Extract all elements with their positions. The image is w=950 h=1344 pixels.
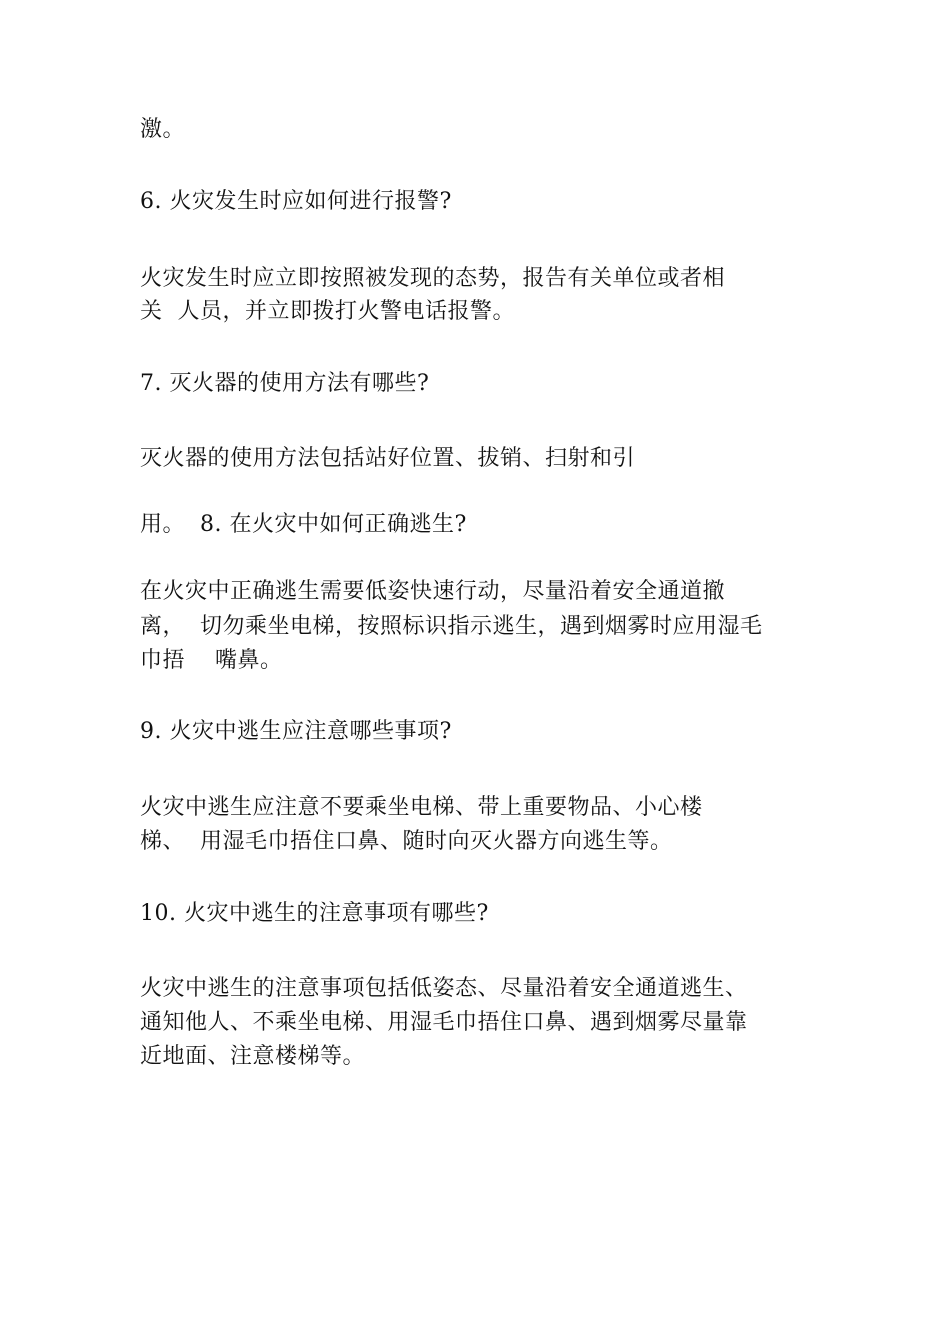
question-6: 6. 火灾发生时应如何进行报警? xyxy=(140,189,452,214)
answer-10-line-2: 通知他人、不乘坐电梯、用湿毛巾捂住口鼻、遇到烟雾尽量靠 xyxy=(140,1010,748,1035)
answer-10-line-3: 近地面、注意楼梯等。 xyxy=(140,1044,366,1069)
question-9: 9. 火灾中逃生应注意哪些事项? xyxy=(140,719,452,744)
answer-8-line-2: 离， 切勿乘坐电梯，按照标识指示逃生，遇到烟雾时应用湿毛 xyxy=(140,614,763,639)
answer-6-line-1: 火灾发生时应立即按照被发现的态势，报告有关单位或者相 xyxy=(140,266,726,291)
question-10: 10. 火灾中逃生的注意事项有哪些? xyxy=(140,901,489,926)
text-line: 激。 xyxy=(140,117,186,142)
question-7: 7. 灭火器的使用方法有哪些? xyxy=(140,371,430,396)
answer-8-line-3: 巾捂 嘴鼻。 xyxy=(140,648,283,673)
answer-7-line-2-question-8: 用。 8. 在火灾中如何正确逃生? xyxy=(140,512,467,537)
answer-7-line-1: 灭火器的使用方法包括站好位置、拔销、扫射和引 xyxy=(140,446,636,471)
answer-6-line-2: 关 人员，并立即拨打火警电话报警。 xyxy=(140,299,515,324)
answer-9-line-1: 火灾中逃生应注意不要乘坐电梯、带上重要物品、小心楼 xyxy=(140,795,703,820)
answer-9-line-2: 梯、 用湿毛巾捂住口鼻、随时向灭火器方向逃生等。 xyxy=(140,829,673,854)
answer-10-line-1: 火灾中逃生的注意事项包括低姿态、尽量沿着安全通道逃生、 xyxy=(140,976,748,1001)
answer-8-line-1: 在火灾中正确逃生需要低姿快速行动，尽量沿着安全通道撤 xyxy=(140,579,726,604)
